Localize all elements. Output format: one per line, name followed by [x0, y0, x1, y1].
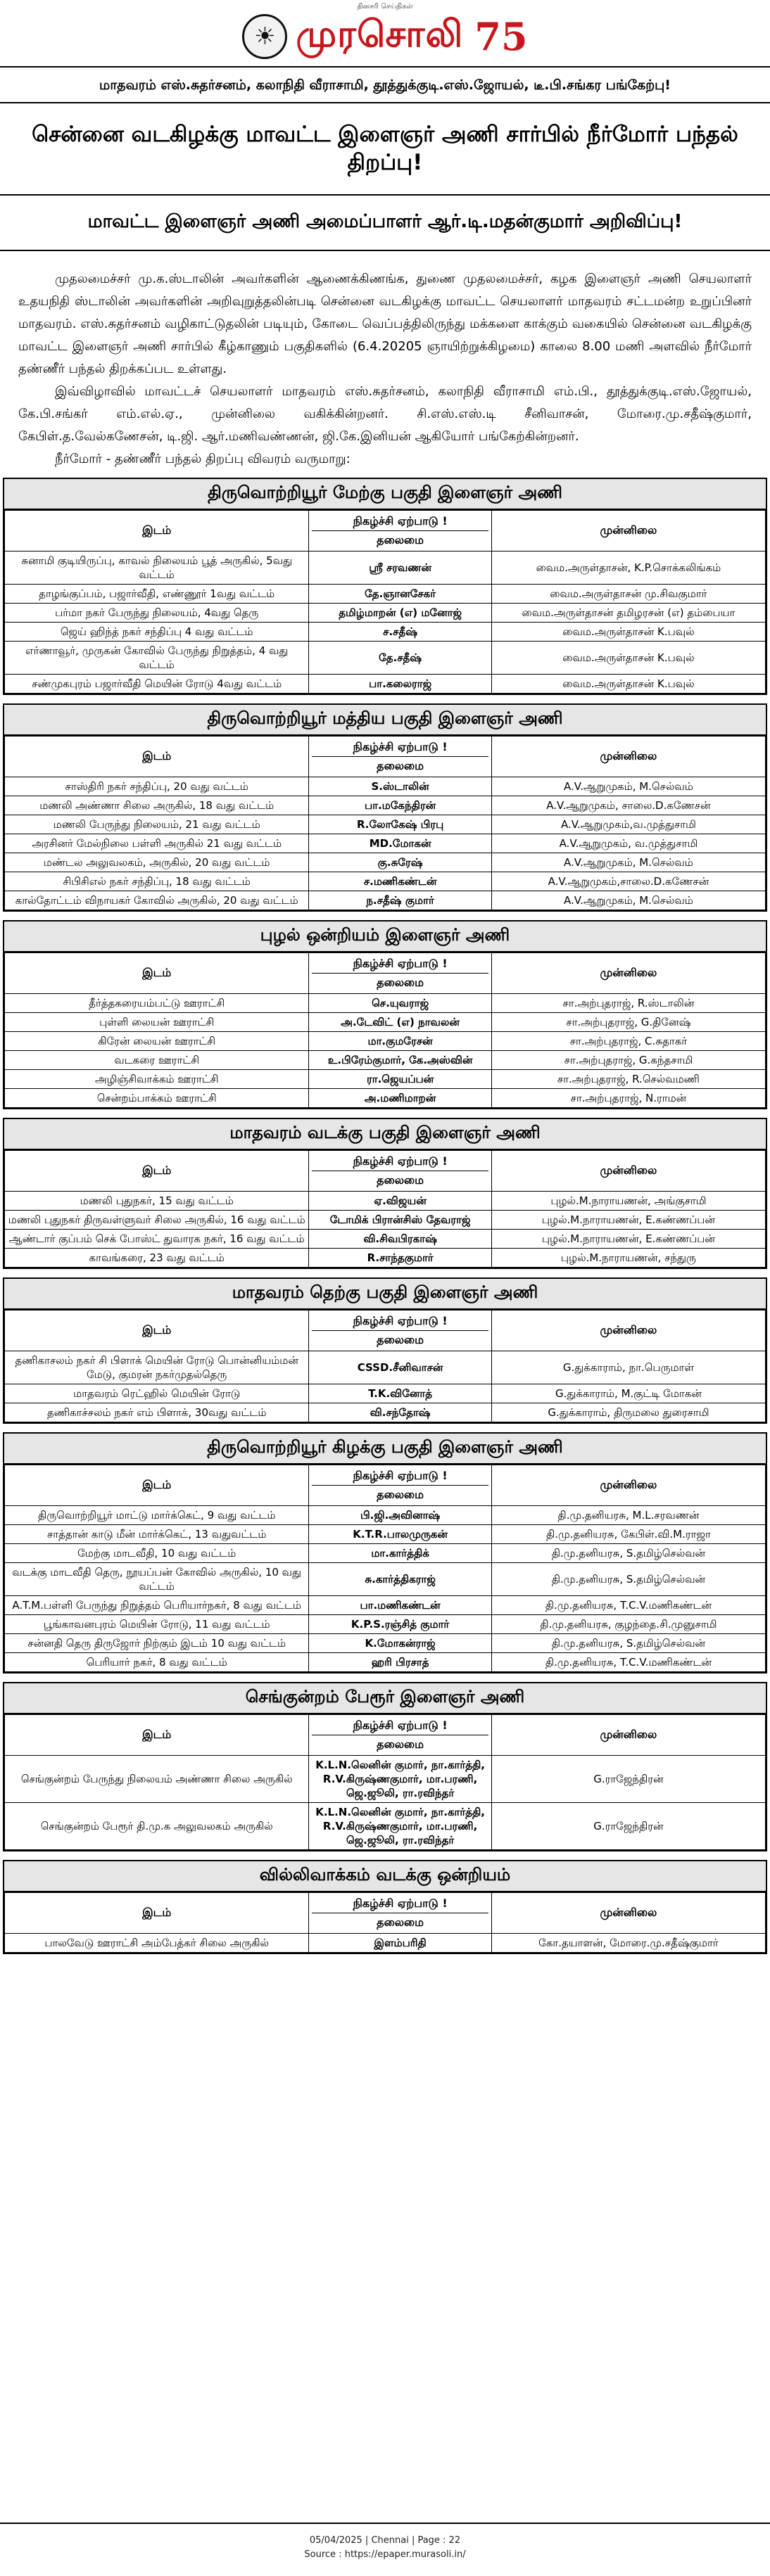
article-paragraph-2: இவ்விழாவில் மாவட்டச் செயலாளர் மாதவரம் எஸ்.சுதர்சனம், கலாநிதி வீராசாமி எம்.பி., தூத்துக்குடி.எஸ்.ஜோயல், கே.பி.சங்கர் எம்.எல்.ஏ., முன்னிலை வகிக்கின்றனர். சி.எஸ்.எஸ்.டி சீனிவாசன், மோரை.மு.சதீஷ்குமார், கேபிள்.த.வேல்கணேசன், டி.ஜி. ஆர்.மணிவண்ணன், ஜி.கே.இனியன் ஆகியோர் பங்கேற்கின்றனர்.: [18, 383, 752, 444]
cell-place: தணிகாசலம் நகர் சி பிளாக் மெயின் ரோடு பொன்னியம்மன் மேடு, குமரன் நகர்முதல்தெரு: [5, 1351, 309, 1384]
table-row: [5, 1031, 766, 1050]
cell-chair: அ.மணிமாறன்: [309, 1088, 491, 1107]
cell-place: தீர்த்தகரையம்பட்டு ஊராட்சி: [5, 993, 309, 1012]
cell-chair: மா.கார்த்திக்: [309, 1543, 491, 1562]
table-row: [5, 1614, 766, 1633]
cell-presence: தி.மு.தனியரசு, S.தமிழ்செல்வன்: [491, 1562, 765, 1595]
column-header-place: இடம்: [5, 1150, 309, 1191]
table-row: [5, 1069, 766, 1088]
headline: சென்னை வடகிழக்கு மாவட்ட இளைஞர் அணி சார்பில் நீர்மோர் பந்தல் திறப்பு!: [0, 103, 770, 196]
logo: [242, 13, 527, 60]
cell-chair: வி.சந்தோஷ்: [309, 1403, 491, 1422]
event-tables: [0, 478, 770, 1954]
table-row: [5, 1633, 766, 1652]
event-table: [4, 1892, 766, 1953]
cell-chair: K.L.N.லெனின் குமார், நா.கார்த்தி, R.V.கிருஷ்ணகுமார், மா.பரணி, ஜெ.ஜூலி, ரா.ரவிந்தர்: [309, 1802, 491, 1849]
cell-chair: டோமிக் பிரான்சிஸ் தேவராஜ்: [309, 1210, 491, 1229]
cell-chair: அ.டேவிட் (எ) நாவலன்: [309, 1012, 491, 1031]
column-header-place: இடம்: [5, 510, 309, 551]
chair-label: தலைமை: [312, 1330, 488, 1347]
table-row: [5, 1505, 766, 1524]
cell-presence: புழல்.M.நாராயணன், E.கண்ணப்பன்: [491, 1229, 765, 1248]
cell-presence: கோ.தயாளன், மோரை.மு.சதீஷ்குமார்: [491, 1933, 765, 1952]
cell-chair: மா.குமரேசன்: [309, 1031, 491, 1050]
table-row: [5, 1403, 766, 1422]
cell-chair: செ.யுவராஜ்: [309, 993, 491, 1012]
section-title: திருவொற்றியூர் மேற்கு பகுதி இளைஞர் அணி: [4, 479, 766, 510]
cell-place: தாழங்குப்பம், பஜார்வீதி, எண்ணூர் 1வது வட்டம்: [5, 584, 309, 603]
cell-presence: சா.அற்புதராஜ், R.செல்வமணி: [491, 1069, 765, 1088]
cell-presence: வைம.அருள்தாசன் K.பவுல்: [491, 622, 765, 641]
cell-chair: ஏ.விஜயன்: [309, 1191, 491, 1210]
cell-place: ஆண்டார் குப்பம் செக் போஸ்ட் துவாரக நகர், 16 வது வட்டம்: [5, 1229, 309, 1248]
chair-label: தலைமை: [312, 756, 488, 773]
cell-presence: சா.அற்புதராஜ், R.ஸ்டாலின்: [491, 993, 765, 1012]
cell-presence: A.V.ஆறுமுகம், வ.முத்துசாமி: [491, 834, 765, 853]
section-table-1: [3, 478, 767, 695]
cell-place: பர்மா நகர் பேருந்து நிலையம், 4வது தெரு: [5, 603, 309, 622]
column-header-organizer: [309, 1150, 491, 1191]
cell-chair: ஸ்ரீ சரவணன்: [309, 551, 491, 584]
section-table-2: [3, 703, 767, 912]
event-table: [4, 510, 766, 694]
cell-chair: MD.மோகன்: [309, 834, 491, 853]
footer-source: Source : https://epaper.murasoli.in/: [304, 2549, 466, 2560]
subheadline: மாவட்ட இளைஞர் அணி அமைப்பாளர் ஆர்.டி.மதன்குமார் அறிவிப்பு!: [0, 196, 770, 251]
table-row: [5, 1802, 766, 1849]
event-table: [4, 1465, 766, 1672]
cell-chair: தே.ஞானசேகர்: [309, 584, 491, 603]
cell-place: சாத்தான் காடு மீன் மார்க்கெட், 13 வதுவட்டம்: [5, 1524, 309, 1543]
rising-sun-emblem-icon: ☀: [242, 14, 287, 59]
table-row: [5, 1384, 766, 1403]
table-row: [5, 834, 766, 853]
cell-chair: ந.சதீஷ் குமார்: [309, 891, 491, 910]
cell-place: மாதவரம் ரெட்ஹில் மெயின் ரோடு: [5, 1384, 309, 1403]
cell-chair: ஹரி பிரசாத்: [309, 1652, 491, 1671]
chair-label: தலைமை: [312, 530, 488, 547]
cell-place: எர்ணாவூர், முருகன் கோவில் பேருந்து நிறுத்தம், 4 வது வட்டம்: [5, 641, 309, 674]
cell-chair: பா.மகேந்திரன்: [309, 796, 491, 815]
table-row: [5, 1012, 766, 1031]
article-paragraph-3: நீர்மோர் - தண்ணீர் பந்தல் திறப்பு விவரம் வருமாறு:: [55, 451, 351, 466]
table-row: [5, 1229, 766, 1248]
cell-chair: கு.சுரேஷ்: [309, 853, 491, 872]
cell-chair: K.T.R.பாலமுருகன்: [309, 1524, 491, 1543]
column-header-organizer: [309, 1310, 491, 1351]
chair-label: தலைமை: [312, 1913, 488, 1930]
cell-place: மணலி பேருந்து நிலையம், 21 வது வட்டம்: [5, 815, 309, 834]
table-row: [5, 1191, 766, 1210]
cell-place: பெரியார் நகர், 8 வது வட்டம்: [5, 1652, 309, 1671]
section-table-8: [3, 1860, 767, 1954]
section-table-3: [3, 920, 767, 1109]
cell-place: செங்குன்றம் பேரூர் தி.மு.க அலுவலகம் அருகில்: [5, 1802, 309, 1849]
page-footer: [0, 2523, 770, 2576]
chair-label: தலைமை: [312, 1735, 488, 1752]
event-table: [4, 1714, 766, 1850]
logo-text: முரசொலி: [296, 13, 464, 56]
cell-place: A.T.M.பள்ளி பேருந்து நிறுத்தம் பெரியார்நகர், 8 வது வட்டம்: [5, 1595, 309, 1614]
column-header-place: இடம்: [5, 736, 309, 777]
cell-place: சாஸ்திரி நகர் சந்திப்பு, 20 வது வட்டம்: [5, 777, 309, 796]
column-header-organizer: [309, 952, 491, 993]
section-table-7: [3, 1682, 767, 1851]
article-body: [0, 264, 770, 471]
cell-presence: A.V.ஆறுமுகம், M.செல்வம்: [491, 853, 765, 872]
column-header-presence: முன்னிலை: [491, 736, 765, 777]
event-table: [4, 1310, 766, 1422]
cell-chair: பா.கலைராஜ்: [309, 674, 491, 693]
cell-presence: வைம.அருள்தாசன், K.P.சொக்கலிங்கம்: [491, 551, 765, 584]
cell-presence: தி.மு.தனியரசு, குழந்தை.சி.முனுசாமி: [491, 1614, 765, 1633]
organizer-label: நிகழ்ச்சி ஏற்பாடு !: [353, 1313, 448, 1327]
cell-place: செங்குன்றம் பேருந்து நிலையம் அண்ணா சிலை அருகில்: [5, 1755, 309, 1802]
section-title: திருவொற்றியூர் கிழக்கு பகுதி இளைஞர் அணி: [4, 1434, 766, 1465]
section-table-5: [3, 1277, 767, 1424]
column-header-presence: முன்னிலை: [491, 1150, 765, 1191]
cell-place: தணிகாச்சலம் நகர் எம் பிளாக், 30வது வட்டம்: [5, 1403, 309, 1422]
table-row: [5, 1351, 766, 1384]
cell-place: சுனாமி குடியிருப்பு, காவல் நிலையம் பூத் அருகில், 5வது வட்டம்: [5, 551, 309, 584]
cell-presence: சா.அற்புதராஜ், C.சுதாகர்: [491, 1031, 765, 1050]
cell-chair: ச.சதீஷ்: [309, 622, 491, 641]
cell-place: அழிஞ்சிவாக்கம் ஊராட்சி: [5, 1069, 309, 1088]
column-header-organizer: [309, 1714, 491, 1755]
column-header-presence: முன்னிலை: [491, 1310, 765, 1351]
cell-chair: R.சாந்தகுமார்: [309, 1248, 491, 1267]
cell-chair: இளம்பரிதி: [309, 1933, 491, 1952]
masthead-tagline: தினசரி செய்திகள்: [357, 3, 413, 11]
cell-place: சென்றம்பாக்கம் ஊராட்சி: [5, 1088, 309, 1107]
column-header-place: இடம்: [5, 1714, 309, 1755]
organizer-label: நிகழ்ச்சி ஏற்பாடு !: [353, 1468, 448, 1482]
column-header-place: இடம்: [5, 1465, 309, 1505]
cell-place: ஜெய் ஹிந்த் நகர் சந்திப்பு 4 வது வட்டம்: [5, 622, 309, 641]
cell-presence: A.V.ஆறுமுகம், M.செல்வம்: [491, 891, 765, 910]
table-row: [5, 993, 766, 1012]
organizer-label: நிகழ்ச்சி ஏற்பாடு !: [353, 514, 448, 528]
cell-presence: வைம.அருள்தாசன் K.பவுல்: [491, 674, 765, 693]
table-row: [5, 674, 766, 693]
cell-presence: தி.மு.தனியரசு, S.தமிழ்செல்வன்: [491, 1543, 765, 1562]
cell-presence: வைம.அருள்தாசன் K.பவுல்: [491, 641, 765, 674]
chair-label: தலைமை: [312, 1485, 488, 1502]
organizer-label: நிகழ்ச்சி ஏற்பாடு !: [353, 1154, 448, 1168]
cell-chair: ச.மணிகண்டன்: [309, 872, 491, 891]
table-row: [5, 1210, 766, 1229]
section-table-6: [3, 1432, 767, 1673]
footer-date-page: 05/04/2025 | Chennai | Page : 22: [309, 2535, 461, 2546]
column-header-organizer: [309, 510, 491, 551]
cell-chair: தமிழ்மாறன் (எ) மனோஜ்: [309, 603, 491, 622]
section-title: புழல் ஒன்றியம் இளைஞர் அணி: [4, 922, 766, 952]
cell-presence: A.V.ஆறுமுகம்,வ.முத்துசாமி: [491, 815, 765, 834]
cell-presence: வைம.அருள்தாசன் தமிழரசன் (எ) தம்பையா: [491, 603, 765, 622]
column-header-presence: முன்னிலை: [491, 1714, 765, 1755]
column-header-organizer: [309, 1465, 491, 1505]
table-row: [5, 584, 766, 603]
cell-place: மேற்கு மாடவீதி, 10 வது வட்டம்: [5, 1543, 309, 1562]
table-row: [5, 815, 766, 834]
cell-place: பூங்காவனபுரம் மெயின் ரோடு, 11 வது வட்டம்: [5, 1614, 309, 1633]
cell-chair: S.ஸ்டாலின்: [309, 777, 491, 796]
table-row: [5, 853, 766, 872]
byline: மாதவரம் எஸ்.சுதர்சனம், கலாநிதி வீராசாமி, தூத்துக்குடி.எஸ்.ஜோயல், டீ.பி.சங்கர பங்கேற்பு!: [0, 68, 770, 103]
table-row: [5, 1933, 766, 1952]
column-header-place: இடம்: [5, 952, 309, 993]
cell-chair: தே.சதீஷ்: [309, 641, 491, 674]
cell-presence: G.துக்காராம், நா.பெருமாள்: [491, 1351, 765, 1384]
cell-place: வடக்கு மாடவீதி தெரு, நூயப்பன் கோவில் அருகில், 10 வது வட்டம்: [5, 1562, 309, 1595]
cell-presence: தி.மு.தனியரசு, கேபிள்.வி.M.ராஜா: [491, 1524, 765, 1543]
column-header-place: இடம்: [5, 1892, 309, 1933]
chair-label: தலைமை: [312, 973, 488, 990]
table-row: [5, 891, 766, 910]
table-row: [5, 1652, 766, 1671]
cell-presence: தி.மு.தனியரசு, M.L.சரவணன்: [491, 1505, 765, 1524]
cell-place: காவங்கரை, 23 வது வட்டம்: [5, 1248, 309, 1267]
cell-chair: ரா.ஜெயப்பன்: [309, 1069, 491, 1088]
table-row: [5, 622, 766, 641]
section-title: வில்லிவாக்கம் வடக்கு ஒன்றியம்: [4, 1861, 766, 1892]
table-row: [5, 641, 766, 674]
cell-presence: G.துக்காராம், M.குட்டி மோகன்: [491, 1384, 765, 1403]
table-row: [5, 1562, 766, 1595]
section-title: செங்குன்றம் பேரூர் இளைஞர் அணி: [4, 1683, 766, 1714]
cell-chair: உ.பிரேம்குமார், கே.அஸ்வின்: [309, 1050, 491, 1069]
cell-place: சிபிசிஎல் நகர் சந்திப்பு, 18 வது வட்டம்: [5, 872, 309, 891]
cell-place: சண்முகபுரம் பஜார்வீதி மெயின் ரோடு 4வது வட்டம்: [5, 674, 309, 693]
article-paragraph-1: முதலமைச்சர் மு.க.ஸ்டாலின் அவர்களின் ஆணைக்கிணங்க, துணை முதலமைச்சர், கழக இளைஞர் அணி செயலாளர் உதயநிதி ஸ்டாலின் அவர்களின் அறிவுறுத்தலின்படி சென்னை வடகிழக்கு மாவட்ட செயலாளர் மாதவரம் சட்டமன்ற உறுப்பினர் மாதவரம். எஸ்.சுதர்சனம் வழிகாட்டுதலின் படியும், கோடை வெப்பத்திலிருந்து மக்களை காக்கும் வகையில் சென்னை வடகிழக்கு மாவட்ட இளைஞர் அணி சார்பில் கீழ்காணும் பகுதிகளில் (6.4.20205 ஞாயிற்றுக்கிழமை) காலை 8.00 மணி அளவில் நீர்மோர் தண்ணீர் பந்தல் திறக்கப்பட உள்ளது.: [18, 271, 752, 376]
column-header-place: இடம்: [5, 1310, 309, 1351]
cell-presence: தி.மு.தனியரசு, S.தமிழ்செல்வன்: [491, 1633, 765, 1652]
cell-place: மண்டல அலுவலகம், அருகில், 20 வது வட்டம்: [5, 853, 309, 872]
section-title: மாதவரம் வடக்கு பகுதி இளைஞர் அணி: [4, 1119, 766, 1150]
organizer-label: நிகழ்ச்சி ஏற்பாடு !: [353, 956, 448, 970]
cell-presence: சா.அற்புதராஜ், N.ராமன்: [491, 1088, 765, 1107]
organizer-label: நிகழ்ச்சி ஏற்பாடு !: [353, 739, 448, 753]
cell-chair: சு.கார்த்திகராஜ்: [309, 1562, 491, 1595]
cell-chair: வி.சிவபிரகாஷ்: [309, 1229, 491, 1248]
table-row: [5, 603, 766, 622]
cell-presence: G.ராஜேந்திரன்: [491, 1802, 765, 1849]
section-title: மாதவரம் தெற்கு பகுதி இளைஞர் அணி: [4, 1279, 766, 1310]
cell-presence: புழல்.M.நாராயணன், E.கண்ணப்பன்: [491, 1210, 765, 1229]
cell-chair: பா.மணிகண்டன்: [309, 1595, 491, 1614]
section-table-4: [3, 1118, 767, 1269]
cell-presence: A.V.ஆறுமுகம்,சாலை.D.கணேசன்: [491, 872, 765, 891]
cell-presence: A.V.ஆறுமுகம், M.செல்வம்: [491, 777, 765, 796]
cell-chair: T.K.வினோத்: [309, 1384, 491, 1403]
cell-place: மணலி அண்ணா சிலை அருகில், 18 வது வட்டம்: [5, 796, 309, 815]
column-header-organizer: [309, 736, 491, 777]
cell-chair: பி.ஜி.அவினாஷ்: [309, 1505, 491, 1524]
cell-chair: CSSD.சீனிவாசன்: [309, 1351, 491, 1384]
cell-place: பாலவேடு ஊராட்சி அம்பேத்கர் சிலை அருகில்: [5, 1933, 309, 1952]
event-table: [4, 1150, 766, 1268]
cell-presence: G.துக்காராம், திருமலை துரைசாமி: [491, 1403, 765, 1422]
section-title: திருவொற்றியூர் மத்திய பகுதி இளைஞர் அணி: [4, 705, 766, 736]
cell-place: புள்ளி லையன் ஊராட்சி: [5, 1012, 309, 1031]
column-header-presence: முன்னிலை: [491, 952, 765, 993]
cell-chair: R.லோகேஷ் பிரபு: [309, 815, 491, 834]
anniversary-badge: 75: [474, 14, 528, 59]
table-row: [5, 1248, 766, 1267]
column-header-presence: முன்னிலை: [491, 1465, 765, 1505]
table-row: [5, 796, 766, 815]
cell-place: கிரேன் லையன் ஊராட்சி: [5, 1031, 309, 1050]
table-row: [5, 1050, 766, 1069]
event-table: [4, 736, 766, 910]
cell-presence: புழல்.M.நாராயணன், சந்துரு: [491, 1248, 765, 1267]
table-row: [5, 777, 766, 796]
cell-presence: சா.அற்புதராஜ், G.தினேஷ்: [491, 1012, 765, 1031]
cell-place: மணலி புதுநகர் திருவள்ளுவர் சிலை அருகில், 16 வது வட்டம்: [5, 1210, 309, 1229]
organizer-label: நிகழ்ச்சி ஏற்பாடு !: [353, 1718, 448, 1732]
cell-presence: தி.மு.தனியரசு, T.C.V.மணிகண்டன்: [491, 1595, 765, 1614]
cell-place: வடகரை ஊராட்சி: [5, 1050, 309, 1069]
column-header-presence: முன்னிலை: [491, 1892, 765, 1933]
cell-presence: வைம.அருள்தாசன் மு.சிவகுமார்: [491, 584, 765, 603]
cell-place: திருவொற்றியூர் மாட்டு மார்க்கெட், 9 வது வட்டம்: [5, 1505, 309, 1524]
table-row: [5, 1543, 766, 1562]
table-row: [5, 551, 766, 584]
cell-place: கால்தோட்டம் விநாயகர் கோவில் அருகில், 20 வது வட்டம்: [5, 891, 309, 910]
table-row: [5, 1755, 766, 1802]
cell-presence: புழல்.M.நாராயணன், அங்குசாமி: [491, 1191, 765, 1210]
masthead: [0, 0, 770, 68]
cell-place: மணலி புதுநகர், 15 வது வட்டம்: [5, 1191, 309, 1210]
event-table: [4, 952, 766, 1108]
cell-presence: சா.அற்புதராஜ், G.கந்தசாமி: [491, 1050, 765, 1069]
column-header-organizer: [309, 1892, 491, 1933]
column-header-presence: முன்னிலை: [491, 510, 765, 551]
cell-chair: K.மோகன்ராஜ்: [309, 1633, 491, 1652]
chair-label: தலைமை: [312, 1171, 488, 1187]
cell-chair: K.P.S.ரஞ்சித் குமார்: [309, 1614, 491, 1633]
table-row: [5, 1595, 766, 1614]
table-row: [5, 1088, 766, 1107]
cell-presence: G.ராஜேந்திரன்: [491, 1755, 765, 1802]
cell-place: அரசினர் மேல்நிலை பள்ளி அருகில் 21 வது வட்டம்: [5, 834, 309, 853]
table-row: [5, 1524, 766, 1543]
cell-presence: தி.மு.தனியரசு, T.C.V.மணிகண்டன்: [491, 1652, 765, 1671]
cell-chair: K.L.N.லெனின் குமார், நா.கார்த்தி, R.V.கிருஷ்ணகுமார், மா.பரணி, ஜெ.ஜூலி, ரா.ரவிந்தர்: [309, 1755, 491, 1802]
organizer-label: நிகழ்ச்சி ஏற்பாடு !: [353, 1896, 448, 1910]
cell-presence: A.V.ஆறுமுகம், சாலை.D.கணேசன்: [491, 796, 765, 815]
cell-place: சன்னதி தெரு திருஜோர் நிற்கும் இடம் 10 வது வட்டம்: [5, 1633, 309, 1652]
table-row: [5, 872, 766, 891]
